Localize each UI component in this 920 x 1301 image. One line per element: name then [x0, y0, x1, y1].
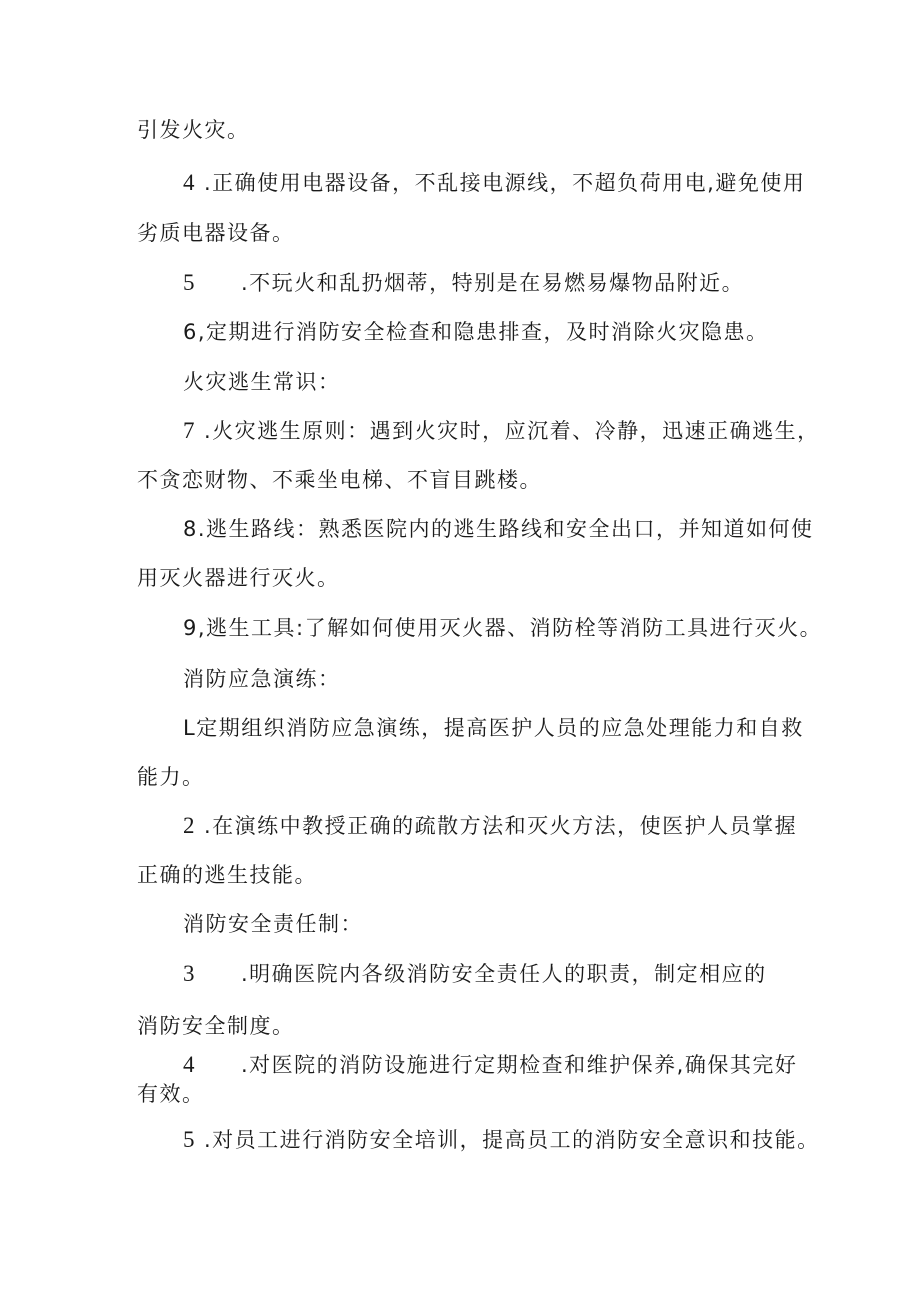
text-line: 不贪恋财物、不乘坐电梯、不盲目跳楼。 [137, 468, 542, 492]
item-number: 4 [183, 170, 195, 195]
item-number: 2 [183, 813, 195, 838]
item-number: 4 [183, 1052, 195, 1077]
text-line: 有效。 [137, 1082, 205, 1106]
text-line: 消防安全制度。 [137, 1014, 295, 1038]
text-line: 9,逃生工具:了解如何使用灭火器、消防栓等消防工具进行灭火。 [183, 616, 823, 640]
text-line: 能力。 [137, 765, 205, 789]
item-number: 3 [183, 961, 195, 986]
text-line: L定期组织消防应急演练，提高医护人员的应急处理能力和自救 [183, 716, 804, 740]
item-number: 5 [183, 270, 195, 295]
text-line: 用灭火器进行灭火。 [137, 566, 340, 590]
text-line: .正确使用电器设备，不乱接电源线，不超负荷用电,避免使用 [204, 171, 806, 195]
text-line: 8.逃生路线：熟悉医院内的逃生路线和安全出口，并知道如何使 [183, 517, 814, 541]
section-heading: 消防应急演练： [183, 667, 341, 691]
text-line: .明确医院内各级消防安全责任人的职责，制定相应的 [241, 962, 767, 986]
text-line: .在演练中教授正确的疏散方法和灭火方法，使医护人员掌握 [204, 814, 798, 838]
text-line: .火灾逃生原则：遇到火灾时，应沉着、冷静，迅速正确逃生， [204, 419, 820, 443]
text-line: 引发火灾。 [137, 118, 250, 142]
section-heading: 消防安全责任制： [183, 912, 363, 936]
text-line: .对医院的消防设施进行定期检查和维护保养,确保其完好 [241, 1053, 798, 1077]
text-line: 6,定期进行消防安全检查和隐患排查，及时消除火灾隐患。 [183, 320, 769, 344]
section-heading: 火灾逃生常识： [183, 370, 341, 394]
item-number: 5 [183, 1127, 195, 1152]
item-number: 7 [183, 418, 195, 443]
text-line: 劣质电器设备。 [137, 221, 295, 245]
text-line: .不玩火和乱扔烟蒂，特别是在易燃易爆物品附近。 [241, 271, 745, 295]
text-line: 正确的逃生技能。 [137, 863, 317, 887]
text-line: .对员工进行消防安全培训，提高员工的消防安全意识和技能。 [204, 1128, 820, 1152]
